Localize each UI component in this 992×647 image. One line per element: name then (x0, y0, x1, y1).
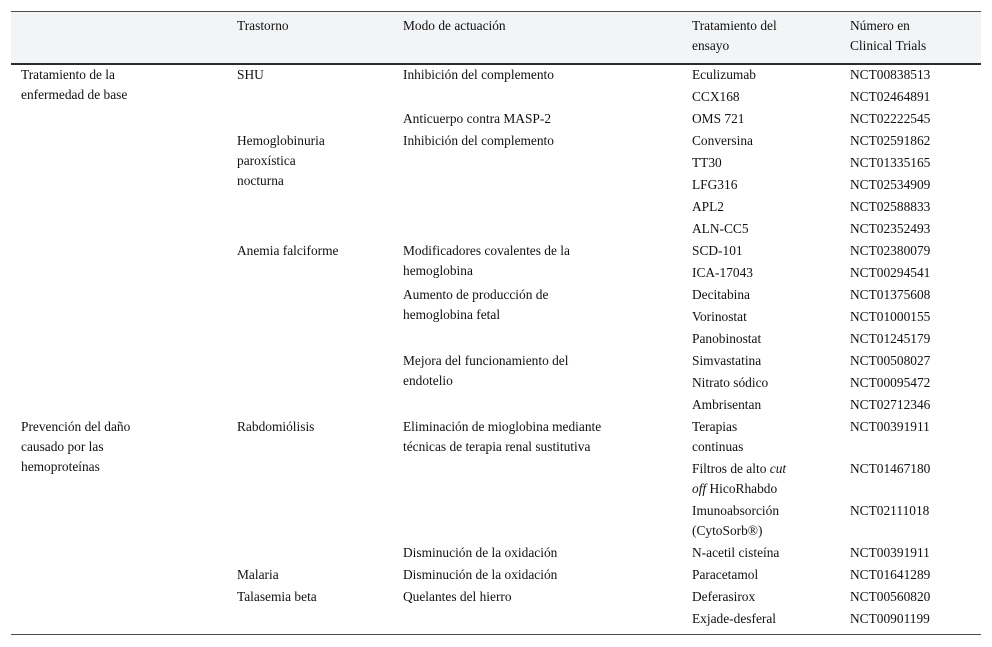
mechanism-cell: Disminución de la oxidación (403, 545, 558, 560)
disorder-cell (237, 131, 325, 191)
nct-cell: NCT02591862 (850, 133, 931, 148)
group-text: causado por las (21, 439, 104, 454)
treatment-cell: LFG316 (692, 177, 738, 192)
treatment-cell: Eculizumab (692, 67, 756, 82)
disorder-cell: Talasemia beta (237, 589, 317, 604)
nct-cell: NCT00560820 (850, 589, 931, 604)
header-nct-line1: Número en (850, 18, 910, 33)
nct-cell: NCT00095472 (850, 375, 931, 390)
mechanism-text: Aumento de producción de (403, 287, 549, 302)
treatment-cell: Vorinostat (692, 309, 747, 324)
group-cell (21, 65, 127, 105)
treatment-text: Terapias (692, 419, 738, 434)
nct-cell: NCT02712346 (850, 397, 931, 412)
nct-cell: NCT00508027 (850, 353, 931, 368)
nct-cell: NCT02464891 (850, 89, 931, 104)
nct-cell: NCT02111018 (850, 503, 930, 518)
group-cell (21, 417, 130, 477)
header-disorder: Trastorno (237, 18, 289, 33)
treatment-cell: ALN-CC5 (692, 221, 749, 236)
mechanism-cell (403, 285, 548, 325)
disorder-text: nocturna (237, 173, 284, 188)
treatment-text: (CytoSorb®) (692, 523, 763, 538)
treatment-cell (692, 501, 779, 541)
nct-cell: NCT02352493 (850, 221, 931, 236)
treatment-cell: Simvastatina (692, 353, 762, 368)
group-text: enfermedad de base (21, 87, 128, 102)
treatment-text (692, 459, 786, 479)
header-mechanism: Modo de actuación (403, 18, 506, 33)
header-nct (850, 16, 926, 56)
treatment-cell: Conversina (692, 133, 753, 148)
treatment-cell: TT30 (692, 155, 722, 170)
mechanism-text: técnicas de terapia renal sustitutiva (403, 439, 591, 454)
treatment-text: continuas (692, 439, 744, 454)
treatment-text-italic: cut (769, 461, 787, 476)
nct-cell: NCT01641289 (850, 567, 931, 582)
nct-cell: NCT00391911 (850, 419, 930, 434)
nct-cell: NCT01000155 (850, 309, 931, 324)
mechanism-text: endotelio (403, 373, 453, 388)
nct-cell: NCT02380079 (850, 243, 931, 258)
nct-cell: NCT01375608 (850, 287, 931, 302)
header-treatment-line2: ensayo (692, 38, 730, 53)
disorder-text: paroxística (237, 153, 296, 168)
table-bottom-rule (11, 634, 981, 635)
treatment-cell: Exjade-desferal (692, 611, 777, 626)
nct-cell: NCT02222545 (850, 111, 931, 126)
mechanism-cell (403, 241, 570, 281)
mechanism-cell (403, 351, 568, 391)
mechanism-text: Modificadores covalentes de la (403, 243, 570, 258)
treatment-cell: Deferasirox (692, 589, 756, 604)
treatment-cell: SCD-101 (692, 243, 743, 258)
mechanism-text: hemoglobina fetal (403, 307, 501, 322)
treatment-cell: N-acetil cisteína (692, 545, 780, 560)
treatment-cell: CCX168 (692, 89, 740, 104)
mechanism-text: Mejora del funcionamiento del (403, 353, 569, 368)
disorder-cell: Malaria (237, 567, 279, 582)
treatment-cell (692, 459, 786, 499)
treatment-cell: ICA-17043 (692, 265, 753, 280)
group-text: Tratamiento de la (21, 67, 115, 82)
treatment-text (692, 479, 786, 499)
mechanism-cell: Disminución de la oxidación (403, 567, 558, 582)
nct-cell: NCT01335165 (850, 155, 931, 170)
nct-cell: NCT00838513 (850, 67, 931, 82)
treatment-cell: APL2 (692, 199, 724, 214)
nct-cell: NCT00901199 (850, 611, 930, 626)
disorder-cell: SHU (237, 67, 264, 82)
nct-cell: NCT00391911 (850, 545, 930, 560)
nct-cell: NCT00294541 (850, 265, 931, 280)
treatment-cell (692, 417, 743, 457)
disorder-cell: Rabdomiólisis (237, 419, 315, 434)
treatment-cell: Ambrisentan (692, 397, 762, 412)
mechanism-text: Eliminación de mioglobina mediante (403, 419, 602, 434)
mechanism-cell: Anticuerpo contra MASP-2 (403, 111, 552, 126)
treatment-text: Imunoabsorción (692, 503, 780, 518)
nct-cell: NCT01467180 (850, 461, 931, 476)
disorder-text: Hemoglobinuria (237, 133, 325, 148)
header-treatment (692, 16, 777, 56)
treatment-cell: Paracetamol (692, 567, 759, 582)
mechanism-cell (403, 417, 601, 457)
mechanism-cell: Inhibición del complemento (403, 133, 554, 148)
mechanism-cell: Quelantes del hierro (403, 589, 512, 604)
treatment-cell: Panobinostat (692, 331, 762, 346)
disorder-cell: Anemia falciforme (237, 243, 339, 258)
mechanism-text: hemoglobina (403, 263, 473, 278)
treatment-cell: Decitabina (692, 287, 750, 302)
nct-cell: NCT02534909 (850, 177, 931, 192)
header-treatment-line1: Tratamiento del (692, 18, 777, 33)
treatment-text-part: HicoRhabdo (706, 481, 778, 496)
treatment-cell: OMS 721 (692, 111, 745, 126)
nct-cell: NCT01245179 (850, 331, 931, 346)
treatment-cell: Nitrato sódico (692, 375, 769, 390)
nct-cell: NCT02588833 (850, 199, 931, 214)
treatment-text-part: Filtros de alto (692, 461, 770, 476)
group-text: Prevención del daño (21, 419, 131, 434)
header-nct-line2: Clinical Trials (850, 38, 927, 53)
group-text: hemoproteínas (21, 459, 100, 474)
mechanism-cell: Inhibición del complemento (403, 67, 554, 82)
treatment-text-italic: off (692, 481, 707, 496)
